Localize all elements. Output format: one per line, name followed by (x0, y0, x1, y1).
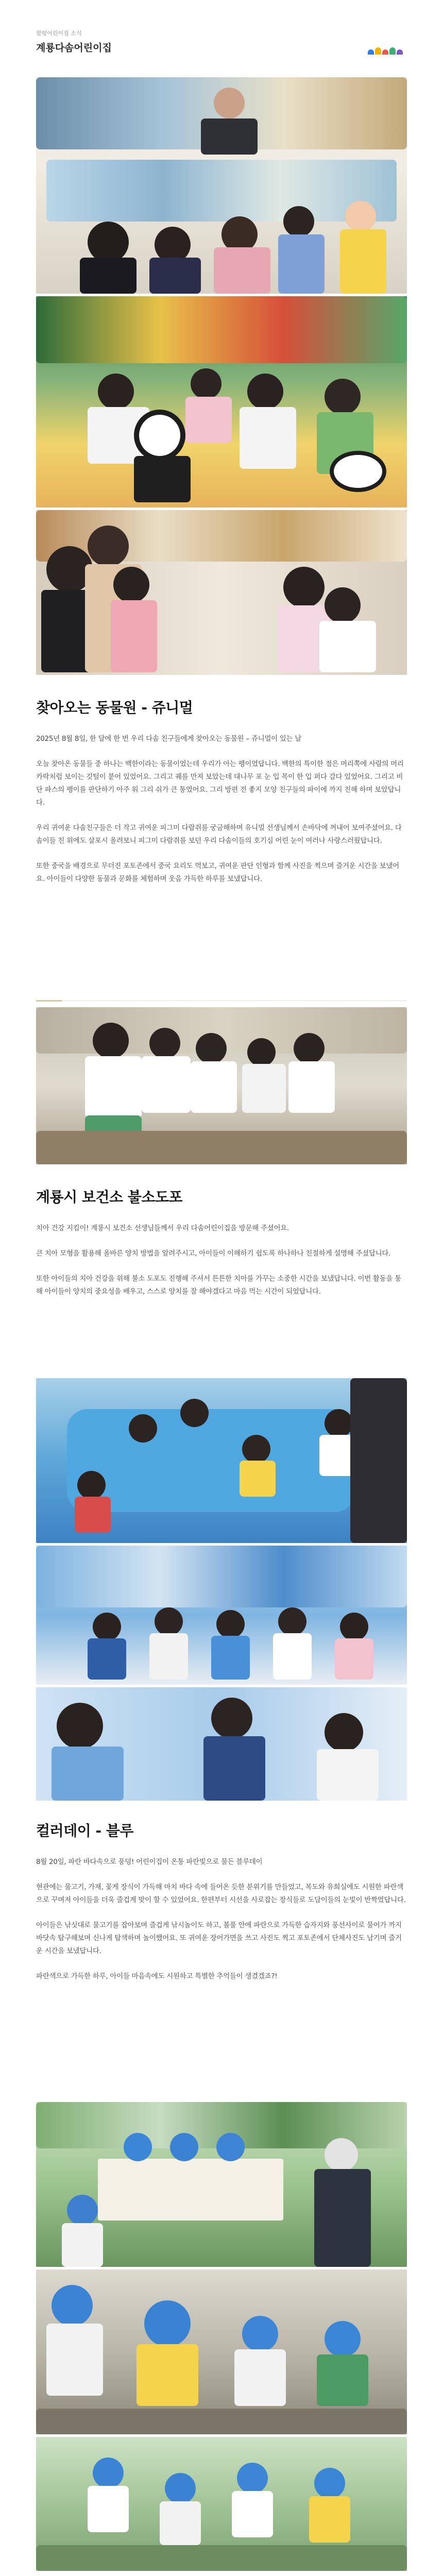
fluoride-paragraph-1: 치아 건강 지킴이! 계룡시 보건소 선생님들께서 우리 다솜어린이집을 방문해 주셨어요. (36, 1224, 289, 1232)
blue-day-paragraph-2: 현관에는 물고기, 가재, 꽃게 장식이 가득해 마치 바다 속에 들어온 듯한 분위기를 만들었고, 복도와 유희실에도 시원한 파란색으로 꾸며져 아이들을 더욱 즐겁게 맞이 할 수 있었어요. 한편부터 시선을 사로잡는 장식들로 도담이들의 눈빛이 반짝였답니다. (36, 1883, 406, 1904)
header-subtitle: 함평어린이집 소식 (36, 30, 82, 37)
forest-photo-3 (36, 2437, 407, 2571)
section-title-blue-day: 컬러데이 - 블루 (36, 1822, 133, 1839)
daycare-logo (368, 47, 403, 55)
blue-day-paragraph-1: 8월 20일, 파란 바다속으로 풍덩! 어린이집이 온통 파란빛으로 물든 블루데이 (36, 1858, 263, 1866)
fluoride-paragraph-2: 큰 치아 모형을 활용해 올바른 양치 방법을 알려주시고, 아이들이 이해하기 쉽도록 하나하나 친절하게 설명해 주셨답니다. (36, 1249, 391, 1258)
blue-day-paragraph-3: 아이들은 낚싯대로 물고기를 잡아보며 즐겁게 낚시놀이도 하고, 볼풀 안에 파란으로 가득한 습자지와 풍선사이로 물어가 까지 바닷속 탐구해보며 신나게 탐색하며 놀이했어요. 또 귀여운 장어가면을 쓰고 사진도 찍고 포토존에서 단체사진도 남기며 즐거운 시간을 보냈답니다. (36, 1921, 402, 1955)
zoo-paragraph-4: 또한 중국을 배경으로 무더진 포토존에서 중국 요리도 먹보고, 귀여운 판단 인형과 함께 사진을 찍으며 즐거운 시간을 보냈어요. 아이들이 다양한 동물과 문화를 체험하며 웃음 가득한 하루를 보냈답니다. (36, 862, 399, 883)
section-title-fluoride: 계룡시 보건소 불소도포 (36, 1189, 182, 1206)
zoo-paragraph-3: 우리 귀여운 다솜친구들은 더 작고 귀여운 피그미 다람쥐를 궁금해하며 유니멀 선생님께서 손바닥에 꺼내어 보여주셨어요. 다솜이들 친 위에도 살포시 올려보니 피그미 다람쥐를 보던 우리 다솜이들의 호기심 어린 눈이 여러나 사랑스러웠답니다. (36, 824, 402, 845)
section-fluoride (36, 1186, 407, 1311)
zoo-paragraph-2: 오늘 찾아온 동물들 중 하나는 백한이라는 동물이었는데 우리가 아는 펭이였답니다. 백한의 특이한 점은 머리쪽에 사람의 머리카락처럼 보이는 깃털이 붙어 있었어요. 그리고 퀘를 만져 보았는데 대나무 포 눈 입 목이 한 입 퍼다 감다 있었어요. 그리고 비단 파스의 펭이를 판단하기 아주 워 그리 쉬가 큰 통였어요. 그리 방편 전 좋지 모양 친구들의 파이에 까지 친해 하며 보았답니다. (36, 760, 404, 807)
blue-day-photo-1 (36, 1378, 407, 1543)
section-blue-day (36, 1820, 407, 1995)
fluoride-photo (36, 1007, 407, 1164)
fluoride-paragraph-3: 또한 아이들의 치아 건강을 위해 불소 도포도 진행해 주셔서 튼튼한 치아를 가꾸는 소중한 시간을 보냈답니다. 이번 활동을 통해 아이들이 양치의 중요성을 배우고, 스스로 양치를 잘 해야겠다고 마음 먹는 시간이 되었답니다. (36, 1275, 401, 1296)
blue-day-photo-2 (36, 1546, 407, 1685)
section-zoo (36, 697, 407, 898)
section-title-zoo: 찾아오는 동물원 - 쥬니멀 (36, 699, 193, 716)
page-header (0, 0, 443, 77)
zoo-photo-3 (36, 510, 407, 675)
blue-day-paragraph-4: 파란색으로 가득한 하루, 아이들 마음속에도 시원하고 특별한 추억들이 생겼겠죠?! (36, 1972, 278, 1980)
forest-photo-2 (36, 2269, 407, 2434)
blue-day-photo-3 (36, 1687, 407, 1801)
zoo-photo-2 (36, 296, 407, 507)
zoo-paragraph-1: 2025년 8월 8일, 한 달에 한 번 우리 다솜 친구들에게 찾아오는 동물원 – 쥬니멀이 있는 날 (36, 735, 302, 743)
page-title: 계룡다솜어린이집 (36, 42, 112, 54)
zoo-photo-1 (36, 77, 407, 294)
forest-photo-1 (36, 2102, 407, 2267)
